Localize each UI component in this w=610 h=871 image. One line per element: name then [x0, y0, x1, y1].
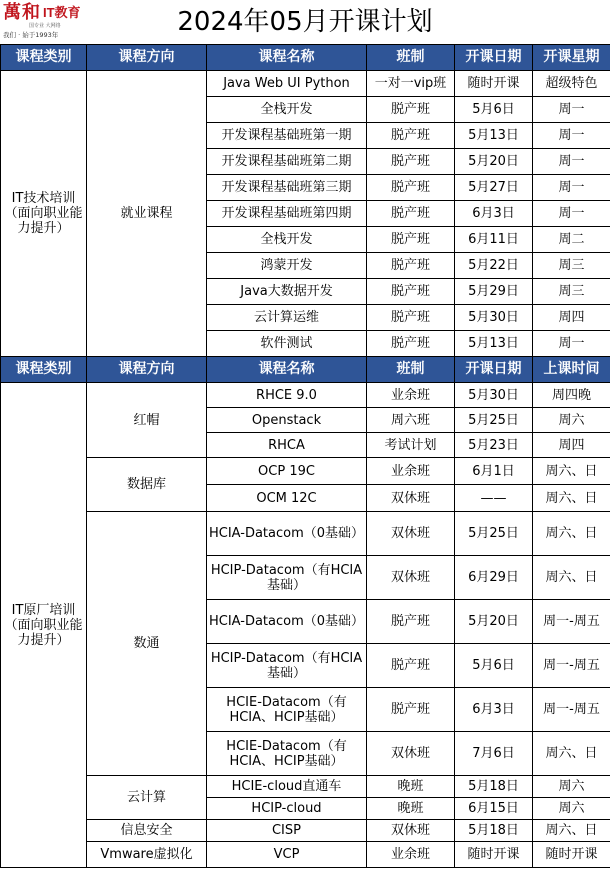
- start-date-cell: 5月22日: [455, 253, 533, 279]
- course-direction-cell: 就业课程: [87, 71, 207, 357]
- start-date-cell: 5月27日: [455, 175, 533, 201]
- course-name-cell: 开发课程基础班第二期: [207, 149, 367, 175]
- weekday-cell: 周六: [533, 798, 610, 820]
- weekday-cell: 周三: [533, 279, 610, 305]
- course-name-cell: OCM 12C: [207, 485, 367, 512]
- course-direction-cell: 数据库: [87, 458, 207, 512]
- class-type-cell: 脱产班: [367, 305, 455, 331]
- weekday-cell: 随时开课: [533, 842, 610, 868]
- weekday-cell: 周六、日: [533, 512, 610, 556]
- weekday-cell: 周一: [533, 149, 610, 175]
- start-date-cell: 5月20日: [455, 600, 533, 644]
- class-type-cell: 脱产班: [367, 123, 455, 149]
- header-cell: 课程名称: [207, 357, 367, 383]
- logo-small-text: 国专业 大网络: [29, 23, 61, 29]
- course-name-cell: HCIP-Datacom（有HCIA基础）: [207, 644, 367, 688]
- table-row: [1, 776, 610, 798]
- header-cell: 班制: [367, 357, 455, 383]
- class-type-cell: 脱产班: [367, 97, 455, 123]
- start-date-cell: 6月3日: [455, 201, 533, 227]
- weekday-cell: 周四: [533, 433, 610, 458]
- course-schedule-table: [0, 44, 610, 868]
- weekday-cell: 周六: [533, 776, 610, 798]
- course-name-cell: RHCA: [207, 433, 367, 458]
- start-date-cell: 5月25日: [455, 408, 533, 433]
- start-date-cell: 5月30日: [455, 383, 533, 408]
- class-type-cell: 双休班: [367, 820, 455, 842]
- weekday-cell: 周一-周五: [533, 600, 610, 644]
- weekday-cell: 周一: [533, 331, 610, 357]
- course-name-cell: HCIA-Datacom（0基础）: [207, 600, 367, 644]
- course-name-cell: 全栈开发: [207, 227, 367, 253]
- start-date-cell: 5月18日: [455, 776, 533, 798]
- start-date-cell: 6月1日: [455, 458, 533, 485]
- class-type-cell: 脱产班: [367, 175, 455, 201]
- weekday-cell: 超级特色: [533, 71, 610, 97]
- course-name-cell: 云计算运维: [207, 305, 367, 331]
- course-name-cell: HCIE-Datacom（有HCIA、HCIP基础）: [207, 732, 367, 776]
- class-type-cell: 晚班: [367, 776, 455, 798]
- course-name-cell: Java Web UI Python: [207, 71, 367, 97]
- weekday-cell: 周六、日: [533, 732, 610, 776]
- weekday-cell: 周六、日: [533, 556, 610, 600]
- section1-header-row: [1, 45, 610, 71]
- class-type-cell: 双休班: [367, 485, 455, 512]
- start-date-cell: 5月18日: [455, 820, 533, 842]
- weekday-cell: 周二: [533, 227, 610, 253]
- course-name-cell: 全栈开发: [207, 97, 367, 123]
- header-cell: 课程方向: [87, 45, 207, 71]
- class-type-cell: 脱产班: [367, 253, 455, 279]
- course-name-cell: Openstack: [207, 408, 367, 433]
- header-cell: 课程名称: [207, 45, 367, 71]
- start-date-cell: 5月29日: [455, 279, 533, 305]
- start-date-cell: 5月30日: [455, 305, 533, 331]
- logo-name: 萬和: [3, 2, 41, 23]
- course-category-cell: IT技术培训（面向职业能力提升）: [1, 71, 87, 357]
- weekday-cell: 周一-周五: [533, 688, 610, 732]
- weekday-cell: 周六、日: [533, 458, 610, 485]
- class-type-cell: 脱产班: [367, 149, 455, 175]
- start-date-cell: 6月11日: [455, 227, 533, 253]
- course-name-cell: OCP 19C: [207, 458, 367, 485]
- course-name-cell: 开发课程基础班第三期: [207, 175, 367, 201]
- weekday-cell: 周六: [533, 408, 610, 433]
- weekday-cell: 周一: [533, 201, 610, 227]
- start-date-cell: 随时开课: [455, 71, 533, 97]
- class-type-cell: 脱产班: [367, 201, 455, 227]
- start-date-cell: 随时开课: [455, 842, 533, 868]
- class-type-cell: 业余班: [367, 842, 455, 868]
- header-cell: 开课日期: [455, 357, 533, 383]
- start-date-cell: 6月3日: [455, 688, 533, 732]
- weekday-cell: 周三: [533, 253, 610, 279]
- class-type-cell: 脱产班: [367, 600, 455, 644]
- weekday-cell: 周六、日: [533, 485, 610, 512]
- course-category-cell: IT原厂培训（面向职业能力提升）: [1, 383, 87, 868]
- class-type-cell: 双休班: [367, 556, 455, 600]
- course-direction-cell: 数通: [87, 512, 207, 776]
- class-type-cell: 晚班: [367, 798, 455, 820]
- weekday-cell: 周一: [533, 97, 610, 123]
- section2-header-row: [1, 357, 610, 383]
- weekday-cell: 周四晚: [533, 383, 610, 408]
- course-name-cell: Java大数据开发: [207, 279, 367, 305]
- start-date-cell: 6月15日: [455, 798, 533, 820]
- course-name-cell: 开发课程基础班第四期: [207, 201, 367, 227]
- table-row: [1, 71, 610, 97]
- weekday-cell: 周一: [533, 123, 610, 149]
- table-row: [1, 383, 610, 408]
- course-name-cell: HCIP-Datacom（有HCIA基础）: [207, 556, 367, 600]
- table-row: [1, 512, 610, 556]
- weekday-cell: 周六、日: [533, 820, 610, 842]
- start-date-cell: 5月23日: [455, 433, 533, 458]
- weekday-cell: 周四: [533, 305, 610, 331]
- course-name-cell: 开发课程基础班第一期: [207, 123, 367, 149]
- course-direction-cell: 信息安全: [87, 820, 207, 842]
- class-type-cell: 业余班: [367, 458, 455, 485]
- course-name-cell: HCIA-Datacom（0基础）: [207, 512, 367, 556]
- header-cell: 课程方向: [87, 357, 207, 383]
- course-name-cell: 鸿蒙开发: [207, 253, 367, 279]
- start-date-cell: 7月6日: [455, 732, 533, 776]
- class-type-cell: 考试计划: [367, 433, 455, 458]
- start-date-cell: 5月6日: [455, 97, 533, 123]
- start-date-cell: 5月6日: [455, 644, 533, 688]
- header-cell: 课程类别: [1, 45, 87, 71]
- start-date-cell: ——: [455, 485, 533, 512]
- header-cell: 课程类别: [1, 357, 87, 383]
- start-date-cell: 6月29日: [455, 556, 533, 600]
- course-name-cell: HCIP-cloud: [207, 798, 367, 820]
- class-type-cell: 脱产班: [367, 644, 455, 688]
- start-date-cell: 5月13日: [455, 123, 533, 149]
- weekday-cell: 周一: [533, 175, 610, 201]
- header-cell: 开课日期: [455, 45, 533, 71]
- class-type-cell: 一对一vip班: [367, 71, 455, 97]
- start-date-cell: 5月25日: [455, 512, 533, 556]
- class-type-cell: 脱产班: [367, 331, 455, 357]
- course-name-cell: RHCE 9.0: [207, 383, 367, 408]
- class-type-cell: 周六班: [367, 408, 455, 433]
- class-type-cell: 双休班: [367, 732, 455, 776]
- class-type-cell: 脱产班: [367, 227, 455, 253]
- course-name-cell: HCIE-cloud直通车: [207, 776, 367, 798]
- start-date-cell: 5月20日: [455, 149, 533, 175]
- header-cell: 开课星期: [533, 45, 610, 71]
- course-direction-cell: 云计算: [87, 776, 207, 820]
- course-name-cell: VCP: [207, 842, 367, 868]
- course-direction-cell: 红帽: [87, 383, 207, 458]
- start-date-cell: 5月13日: [455, 331, 533, 357]
- header-cell: 班制: [367, 45, 455, 71]
- header-cell: 上课时间: [533, 357, 610, 383]
- class-type-cell: 业余班: [367, 383, 455, 408]
- course-name-cell: HCIE-Datacom（有HCIA、HCIP基础）: [207, 688, 367, 732]
- logo-slogan: 我们 · 始于1993年: [3, 31, 59, 39]
- logo-brand: IT教育: [43, 5, 81, 20]
- page-title: 2024年05月开课计划: [177, 7, 433, 37]
- table-row: [1, 842, 610, 868]
- page-header: [0, 0, 610, 45]
- weekday-cell: 周一-周五: [533, 644, 610, 688]
- course-name-cell: 软件测试: [207, 331, 367, 357]
- wanhe-logo: [3, 3, 95, 41]
- table-row: [1, 458, 610, 485]
- table-row: [1, 820, 610, 842]
- class-type-cell: 双休班: [367, 512, 455, 556]
- class-type-cell: 脱产班: [367, 688, 455, 732]
- class-type-cell: 脱产班: [367, 279, 455, 305]
- course-direction-cell: Vmware虚拟化: [87, 842, 207, 868]
- course-name-cell: CISP: [207, 820, 367, 842]
